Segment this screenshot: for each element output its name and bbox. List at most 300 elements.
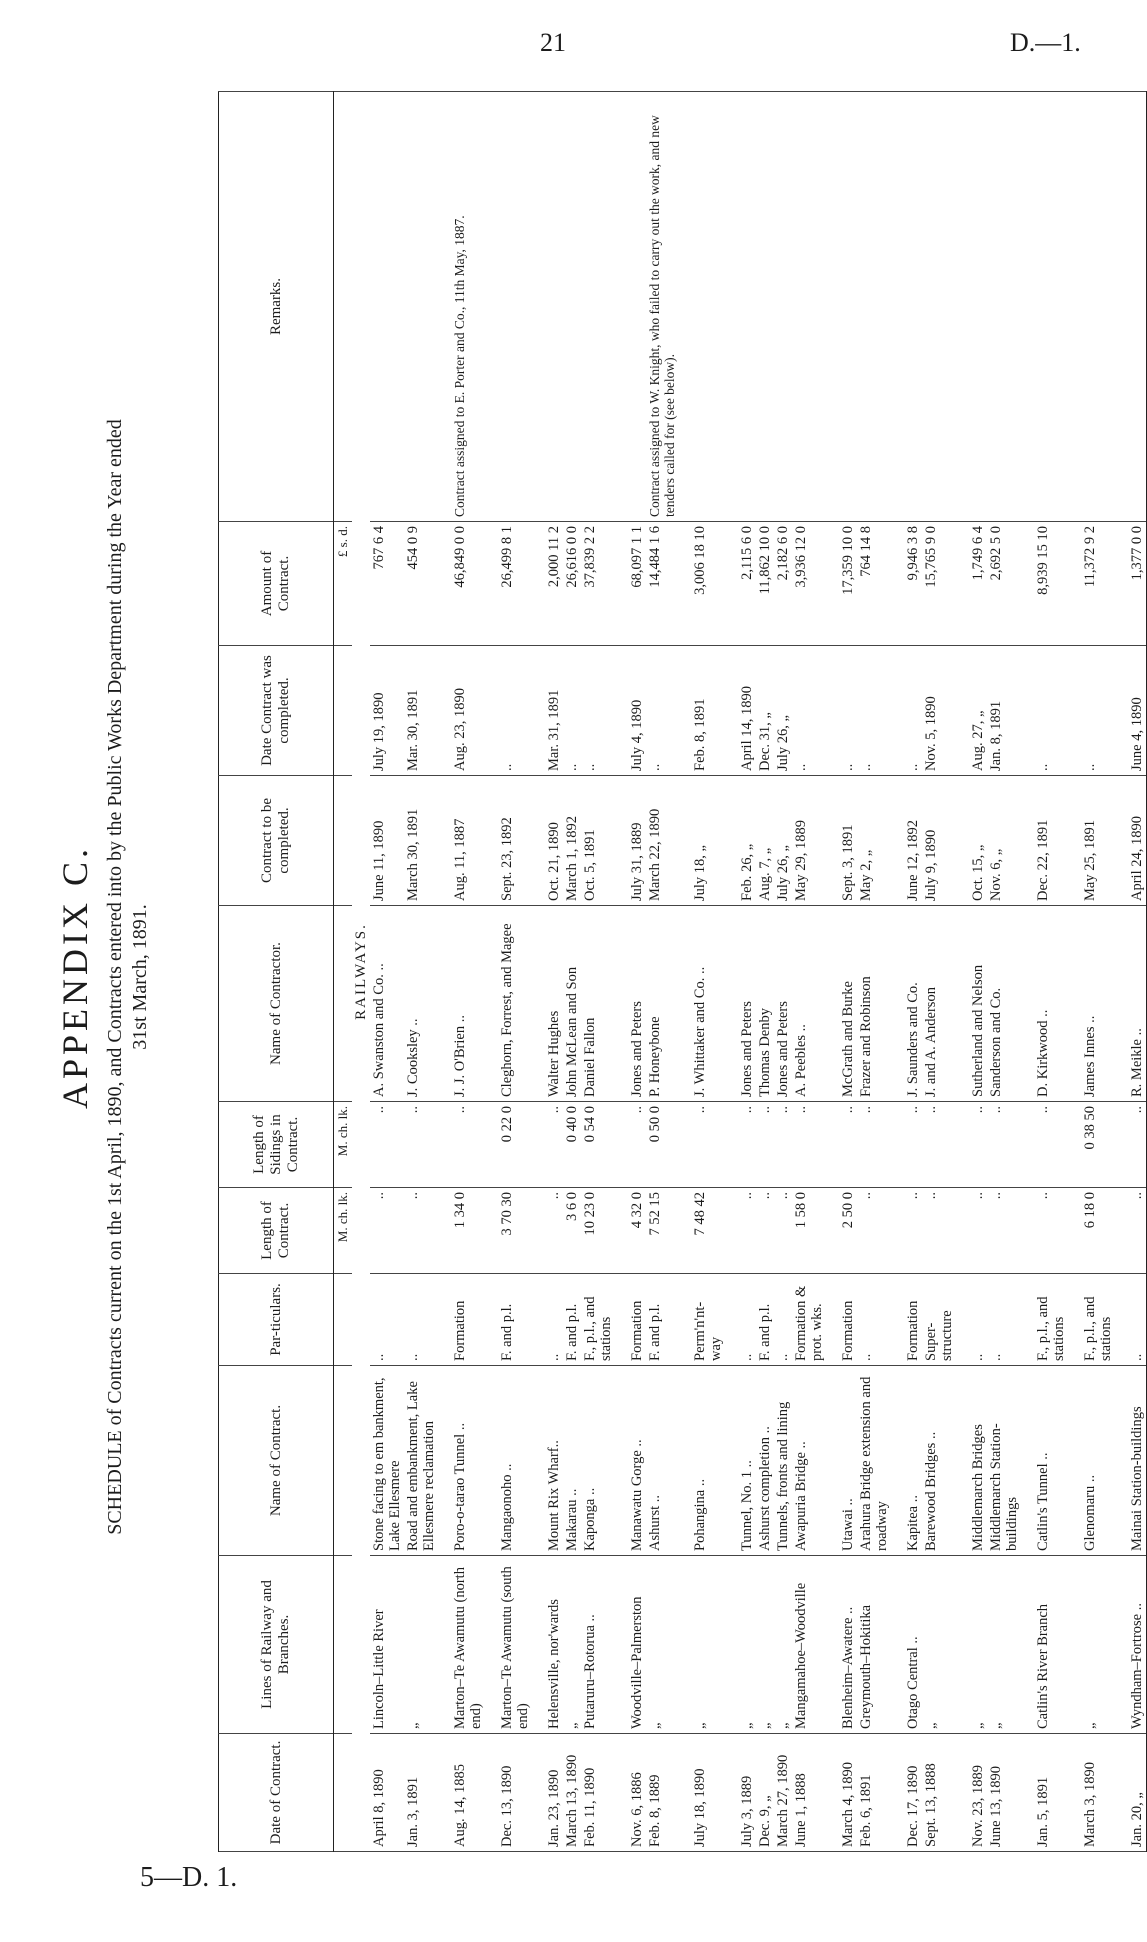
- cell-contractor: Sanderson and Co.: [987, 906, 1021, 1102]
- cell-completed: July 26, „: [774, 646, 792, 776]
- table-row: [1021, 92, 1068, 1852]
- table-row: [1115, 92, 1147, 1852]
- cell-contract-name: Stone facing to em bankment, Lake Ellesmere: [370, 1366, 404, 1556]
- cell-to-be-completed: Sept. 3, 1891: [826, 776, 857, 906]
- cell-remarks: [404, 92, 438, 522]
- cell-amount: 37,839 2 2: [581, 522, 615, 646]
- cell-length: 10 23 0: [581, 1188, 615, 1274]
- cell-contract-name: Catlin's Tunnel ..: [1021, 1366, 1068, 1556]
- page-number: 21: [540, 28, 566, 57]
- cell-line: „: [922, 1556, 956, 1734]
- cell-contract-name: Kaponga ..: [581, 1366, 615, 1556]
- cell-completed: ..: [857, 646, 891, 776]
- cell-completed: Aug. 27, „: [956, 646, 987, 776]
- cell-to-be-completed: Dec. 22, 1891: [1021, 776, 1068, 906]
- table-row: [646, 92, 678, 1852]
- cell-remarks: [532, 92, 563, 522]
- cell-amount: 15,765 9 0: [922, 522, 956, 646]
- cell-contract-name: Mount Rix Wharf..: [532, 1366, 563, 1556]
- cell-contract-name: Tunnel, No. 1 ..: [725, 1366, 756, 1556]
- cell-remarks: [615, 92, 646, 522]
- contracts-table: [218, 91, 1147, 1852]
- cell-line: Marton–Te Awamutu (south end): [485, 1556, 532, 1734]
- cell-contractor: A. Peebles ..: [792, 906, 826, 1102]
- cell-completed: ..: [485, 646, 532, 776]
- cell-contract-name: Pohangina ..: [678, 1366, 725, 1556]
- cell-date: Dec. 13, 1890: [485, 1734, 532, 1852]
- cell-length: 1 34 0: [438, 1188, 485, 1274]
- cell-line: „: [646, 1556, 678, 1734]
- cell-contract-name: Utawai ..: [826, 1366, 857, 1556]
- cell-to-be-completed: April 24, 1890: [1115, 776, 1147, 906]
- cell-particulars: F. and p.l.: [756, 1274, 774, 1366]
- cell-contract-name: Middlemarch Bridges: [956, 1366, 987, 1556]
- cell-remarks: [581, 92, 615, 522]
- cell-length: ..: [1021, 1188, 1068, 1274]
- cell-amount: 2,000 11 2: [532, 522, 563, 646]
- section-label: RAILWAYS.: [352, 92, 370, 1852]
- cell-contractor: McGrath and Burke: [826, 906, 857, 1102]
- cell-sidings: 0 40 0: [563, 1102, 581, 1188]
- cell-contractor: Sutherland and Nelson: [956, 906, 987, 1102]
- cell-sidings: ..: [404, 1102, 438, 1188]
- cell-line: Mangamahoe–Woodville: [792, 1556, 826, 1734]
- cell-to-be-completed: Oct. 15, „: [956, 776, 987, 906]
- cell-particulars: Formation: [615, 1274, 646, 1366]
- header-length: Length of Contract.: [219, 1188, 334, 1274]
- cell-to-be-completed: July 18, „: [678, 776, 725, 906]
- cell-length: ..: [725, 1188, 756, 1274]
- table-row: [438, 92, 485, 1852]
- cell-date: Feb. 8, 1889: [646, 1734, 678, 1852]
- cell-particulars: Formation: [438, 1274, 485, 1366]
- header-sidings: Length of Sidings in Contract.: [219, 1102, 334, 1188]
- cell-completed: Nov. 5, 1890: [922, 646, 956, 776]
- cell-particulars: ..: [857, 1274, 891, 1366]
- cell-to-be-completed: March 30, 1891: [404, 776, 438, 906]
- cell-date: Feb. 6, 1891: [857, 1734, 891, 1852]
- cell-sidings: ..: [438, 1102, 485, 1188]
- cell-contractor: J. Cooksley ..: [404, 906, 438, 1102]
- cell-completed: June 4, 1890: [1115, 646, 1147, 776]
- cell-particulars: Super-structure: [922, 1274, 956, 1366]
- cell-remarks: [922, 92, 956, 522]
- header-contractor: Name of Contractor.: [219, 906, 334, 1102]
- cell-line: „: [563, 1556, 581, 1734]
- cell-line: Putaruru–Rotorua ..: [581, 1556, 615, 1734]
- cell-sidings: 0 54 0: [581, 1102, 615, 1188]
- cell-date: June 1, 1888: [792, 1734, 826, 1852]
- cell-to-be-completed: June 11, 1890: [370, 776, 404, 906]
- cell-particulars: ..: [956, 1274, 987, 1366]
- cell-amount: 9,946 3 8: [891, 522, 922, 646]
- cell-to-be-completed: May 25, 1891: [1068, 776, 1115, 906]
- cell-amount: 2,692 5 0: [987, 522, 1021, 646]
- units-sidings: M. ch. lk.: [334, 1102, 353, 1188]
- header-amount: Amount of Contract.: [219, 522, 334, 646]
- cell-contract-name: Glenomaru ..: [1068, 1366, 1115, 1556]
- cell-contractor: A. Swanston and Co. ..: [370, 906, 404, 1102]
- cell-contract-name: Awapuria Bridge ..: [792, 1366, 826, 1556]
- table-row: [756, 92, 774, 1852]
- header-date: Date of Contract.: [219, 1734, 334, 1852]
- cell-date: Jan. 5, 1891: [1021, 1734, 1068, 1852]
- cell-sidings: ..: [1115, 1102, 1147, 1188]
- table-body: [334, 92, 1147, 1852]
- cell-line: Marton–Te Awamutu (north end): [438, 1556, 485, 1734]
- cell-particulars: Perm'n'nt-way: [678, 1274, 725, 1366]
- cell-contractor: J. Whittaker and Co. ..: [678, 906, 725, 1102]
- cell-contractor: Walter Hughes: [532, 906, 563, 1102]
- table-row: [792, 92, 826, 1852]
- cell-to-be-completed: March 22, 1890: [646, 776, 678, 906]
- cell-completed: ..: [891, 646, 922, 776]
- cell-date: Jan. 20, „: [1115, 1734, 1147, 1852]
- section-row: [352, 92, 370, 1852]
- cell-length: ..: [987, 1188, 1021, 1274]
- cell-line: Otago Central ..: [891, 1556, 922, 1734]
- cell-date: Dec. 17, 1890: [891, 1734, 922, 1852]
- cell-particulars: F., p.l., and stations: [1068, 1274, 1115, 1366]
- cell-date: March 13, 1890: [563, 1734, 581, 1852]
- page-code: D.—1.: [1010, 28, 1081, 57]
- cell-particulars: Formation: [826, 1274, 857, 1366]
- cell-to-be-completed: Feb. 26, „: [725, 776, 756, 906]
- cell-to-be-completed: Aug. 7, „: [756, 776, 774, 906]
- cell-amount: 8,939 15 10: [1021, 522, 1068, 646]
- table-row: [891, 92, 922, 1852]
- cell-completed: ..: [1021, 646, 1068, 776]
- cell-sidings: ..: [678, 1102, 725, 1188]
- cell-amount: 11,372 9 2: [1068, 522, 1115, 646]
- cell-amount: 68,097 1 1: [615, 522, 646, 646]
- cell-amount: 1,377 0 0: [1115, 522, 1147, 646]
- cell-amount: 2,182 6 0: [774, 522, 792, 646]
- cell-completed: ..: [826, 646, 857, 776]
- table-row: [581, 92, 615, 1852]
- cell-contractor: D. Kirkwood ..: [1021, 906, 1068, 1102]
- cell-contract-name: Barewood Bridges ..: [922, 1366, 956, 1556]
- cell-remarks: [1021, 92, 1068, 522]
- cell-line: „: [956, 1556, 987, 1734]
- cell-line: Blenheim–Awatere ..: [826, 1556, 857, 1734]
- cell-line: „: [774, 1556, 792, 1734]
- cell-amount: 46,849 0 0: [438, 522, 485, 646]
- cell-amount: 2,115 6 0: [725, 522, 756, 646]
- cell-length: ..: [774, 1188, 792, 1274]
- cell-to-be-completed: Aug. 11, 1887: [438, 776, 485, 906]
- cell-remarks: [725, 92, 756, 522]
- cell-amount: 11,862 10 0: [756, 522, 774, 646]
- cell-date: Jan. 23, 1890: [532, 1734, 563, 1852]
- cell-contractor: J. Saunders and Co.: [891, 906, 922, 1102]
- cell-line: „: [1068, 1556, 1115, 1734]
- cell-date: April 8, 1890: [370, 1734, 404, 1852]
- cell-length: 7 48 42: [678, 1188, 725, 1274]
- cell-sidings: ..: [756, 1102, 774, 1188]
- footer-code: 5—D. 1.: [140, 1862, 238, 1893]
- cell-amount: 764 14 8: [857, 522, 891, 646]
- units-row: [334, 92, 353, 1852]
- table-row: [987, 92, 1021, 1852]
- cell-amount: 17,359 10 0: [826, 522, 857, 646]
- cell-date: Feb. 11, 1890: [581, 1734, 615, 1852]
- table-row: [956, 92, 987, 1852]
- cell-completed: Feb. 8, 1891: [678, 646, 725, 776]
- cell-particulars: F., p.l., and stations: [581, 1274, 615, 1366]
- cell-to-be-completed: Nov. 6, „: [987, 776, 1021, 906]
- cell-sidings: ..: [725, 1102, 756, 1188]
- cell-sidings: ..: [615, 1102, 646, 1188]
- cell-contract-name: Arahura Bridge extension and roadway: [857, 1366, 891, 1556]
- cell-line: Greymouth–Hokitika: [857, 1556, 891, 1734]
- cell-to-be-completed: Oct. 21, 1890: [532, 776, 563, 906]
- header-remarks: Remarks.: [219, 92, 334, 522]
- cell-remarks: [485, 92, 532, 522]
- cell-completed: Aug. 23, 1890: [438, 646, 485, 776]
- cell-line: „: [404, 1556, 438, 1734]
- cell-sidings: ..: [956, 1102, 987, 1188]
- table-row: [725, 92, 756, 1852]
- cell-remarks: [678, 92, 725, 522]
- cell-date: Sept. 13, 1888: [922, 1734, 956, 1852]
- table-row: [404, 92, 438, 1852]
- cell-remarks: [756, 92, 774, 522]
- cell-contract-name: Manawatu Gorge ..: [615, 1366, 646, 1556]
- cell-line: Catlin's River Branch: [1021, 1556, 1068, 1734]
- cell-sidings: 0 50 0: [646, 1102, 678, 1188]
- table-row: [826, 92, 857, 1852]
- cell-completed: April 14, 1890: [725, 646, 756, 776]
- cell-particulars: ..: [725, 1274, 756, 1366]
- cell-amount: 3,006 18 10: [678, 522, 725, 646]
- cell-date: July 3, 1889: [725, 1734, 756, 1852]
- cell-contractor: John McLean and Son: [563, 906, 581, 1102]
- cell-contract-name: Road and embankment, Lake Ellesmere reclamation: [404, 1366, 438, 1556]
- cell-to-be-completed: June 12, 1892: [891, 776, 922, 906]
- cell-amount: 767 6 4: [370, 522, 404, 646]
- cell-date: Nov. 6, 1886: [615, 1734, 646, 1852]
- cell-length: 6 18 0: [1068, 1188, 1115, 1274]
- table-row: [1068, 92, 1115, 1852]
- cell-to-be-completed: July 9, 1890: [922, 776, 956, 906]
- cell-amount: 1,749 6 4: [956, 522, 987, 646]
- cell-remarks: [826, 92, 857, 522]
- cell-sidings: ..: [891, 1102, 922, 1188]
- table-row: [678, 92, 725, 1852]
- header-name: Name of Contract.: [219, 1366, 334, 1556]
- cell-date: Nov. 23, 1889: [956, 1734, 987, 1852]
- header-completed: Date Contract was completed.: [219, 646, 334, 776]
- schedule-title-2: 31st March, 1891.: [129, 904, 151, 1050]
- cell-contract-name: Tunnels, fronts and lining: [774, 1366, 792, 1556]
- cell-contractor: Frazer and Robinson: [857, 906, 891, 1102]
- cell-to-be-completed: May 29, 1889: [792, 776, 826, 906]
- cell-completed: Jan. 8, 1891: [987, 646, 1021, 776]
- cell-contract-name: Ashurst ..: [646, 1366, 678, 1556]
- cell-sidings: ..: [857, 1102, 891, 1188]
- cell-to-be-completed: July 31, 1889: [615, 776, 646, 906]
- cell-amount: 26,499 8 1: [485, 522, 532, 646]
- cell-sidings: ..: [370, 1102, 404, 1188]
- cell-contractor: Jones and Peters: [725, 906, 756, 1102]
- cell-length: 3 6 0: [563, 1188, 581, 1274]
- cell-contract-name: Kapitea ..: [891, 1366, 922, 1556]
- cell-contract-name: Ashurst completion ..: [756, 1366, 774, 1556]
- cell-line: Woodville–Palmerston: [615, 1556, 646, 1734]
- cell-to-be-completed: Oct. 5, 1891: [581, 776, 615, 906]
- table-row: [532, 92, 563, 1852]
- cell-sidings: ..: [826, 1102, 857, 1188]
- units-amount: £ s. d.: [334, 522, 353, 646]
- cell-contract-name: Makarau ..: [563, 1366, 581, 1556]
- cell-particulars: Formation: [891, 1274, 922, 1366]
- cell-remarks: [792, 92, 826, 522]
- cell-completed: ..: [646, 646, 678, 776]
- table-row: [922, 92, 956, 1852]
- cell-completed: July 4, 1890: [615, 646, 646, 776]
- cell-completed: ..: [563, 646, 581, 776]
- cell-date: July 18, 1890: [678, 1734, 725, 1852]
- cell-particulars: F. and p.l.: [646, 1274, 678, 1366]
- cell-contractor: Daniel Fallon: [581, 906, 615, 1102]
- cell-remarks: [1068, 92, 1115, 522]
- cell-to-be-completed: May 2, „: [857, 776, 891, 906]
- table-row: [485, 92, 532, 1852]
- cell-particulars: ..: [370, 1274, 404, 1366]
- cell-date: March 4, 1890: [826, 1734, 857, 1852]
- cell-contractor: James Innes ..: [1068, 906, 1115, 1102]
- cell-length: 2 50 0: [826, 1188, 857, 1274]
- cell-sidings: ..: [792, 1102, 826, 1188]
- cell-completed: Mar. 30, 1891: [404, 646, 438, 776]
- cell-remarks: [956, 92, 987, 522]
- cell-contract-name: Mainai Station-buildings: [1115, 1366, 1147, 1556]
- cell-sidings: 0 22 0: [485, 1102, 532, 1188]
- cell-particulars: Formation & prot. wks.: [792, 1274, 826, 1366]
- cell-completed: Dec. 31, „: [756, 646, 774, 776]
- cell-particulars: ..: [1115, 1274, 1147, 1366]
- cell-sidings: ..: [1021, 1102, 1068, 1188]
- cell-length: ..: [532, 1188, 563, 1274]
- cell-to-be-completed: July 26, „: [774, 776, 792, 906]
- cell-remarks: [1115, 92, 1147, 522]
- cell-contractor: J. and A. Anderson: [922, 906, 956, 1102]
- table-row: [774, 92, 792, 1852]
- cell-date: Aug. 14, 1885: [438, 1734, 485, 1852]
- cell-remarks: Contract assigned to E. Porter and Co., 11th May, 1887.: [438, 92, 485, 522]
- cell-line: „: [678, 1556, 725, 1734]
- cell-contractor: Jones and Peters: [774, 906, 792, 1102]
- cell-contract-name: Middlemarch Station-buildings: [987, 1366, 1021, 1556]
- cell-completed: July 19, 1890: [370, 646, 404, 776]
- cell-completed: ..: [1068, 646, 1115, 776]
- cell-remarks: Contract assigned to W. Knight, who failed to carry out the work, and new tenders called for (see below).: [646, 92, 678, 522]
- cell-amount: 454 0 9: [404, 522, 438, 646]
- cell-particulars: ..: [774, 1274, 792, 1366]
- cell-length: ..: [857, 1188, 891, 1274]
- cell-particulars: F. and p.l.: [485, 1274, 532, 1366]
- cell-sidings: ..: [774, 1102, 792, 1188]
- cell-to-be-completed: March 1, 1892: [563, 776, 581, 906]
- header-particulars: Par-ticulars.: [219, 1274, 334, 1366]
- table-header-row: [219, 92, 334, 1852]
- table-row: [857, 92, 891, 1852]
- cell-particulars: F. and p.l.: [563, 1274, 581, 1366]
- header-line: Lines of Railway and Branches.: [219, 1556, 334, 1734]
- cell-contractor: Jones and Peters: [615, 906, 646, 1102]
- cell-contract-name: Mangaonoho ..: [485, 1366, 532, 1556]
- title-block: [50, 62, 210, 1892]
- cell-sidings: ..: [532, 1102, 563, 1188]
- cell-sidings: ..: [987, 1102, 1021, 1188]
- cell-remarks: [987, 92, 1021, 522]
- appendix-title: APPENDIX C.: [55, 844, 95, 1110]
- cell-length: ..: [891, 1188, 922, 1274]
- cell-particulars: ..: [987, 1274, 1021, 1366]
- cell-contractor: R. Meikle ..: [1115, 906, 1147, 1102]
- cell-length: ..: [404, 1188, 438, 1274]
- cell-length: ..: [922, 1188, 956, 1274]
- cell-date: June 13, 1890: [987, 1734, 1021, 1852]
- table-row: [615, 92, 646, 1852]
- cell-contractor: J. J. O'Brien ..: [438, 906, 485, 1102]
- cell-length: ..: [370, 1188, 404, 1274]
- cell-amount: 14,484 1 6: [646, 522, 678, 646]
- cell-remarks: [857, 92, 891, 522]
- cell-completed: ..: [792, 646, 826, 776]
- cell-date: Dec. 9, „: [756, 1734, 774, 1852]
- cell-particulars: ..: [532, 1274, 563, 1366]
- cell-amount: 26,616 0 0: [563, 522, 581, 646]
- cell-line: „: [756, 1556, 774, 1734]
- cell-length: ..: [756, 1188, 774, 1274]
- cell-particulars: ..: [404, 1274, 438, 1366]
- cell-line: Helensville, nor'wards: [532, 1556, 563, 1734]
- cell-line: Wyndham–Fortrose ..: [1115, 1556, 1147, 1734]
- cell-contractor: P. Honeybone: [646, 906, 678, 1102]
- cell-sidings: 0 38 50: [1068, 1102, 1115, 1188]
- header-to-be-completed: Contract to be completed.: [219, 776, 334, 906]
- cell-length: 7 52 15: [646, 1188, 678, 1274]
- cell-remarks: [891, 92, 922, 522]
- cell-remarks: [370, 92, 404, 522]
- cell-particulars: F., p.l., and stations: [1021, 1274, 1068, 1366]
- units-length: M. ch. lk.: [334, 1188, 353, 1274]
- cell-length: 3 70 30: [485, 1188, 532, 1274]
- table-row: [563, 92, 581, 1852]
- cell-amount: 3,936 12 0: [792, 522, 826, 646]
- cell-contractor: Thomas Denby: [756, 906, 774, 1102]
- cell-contractor: Cleghorn, Forrest, and Magee: [485, 906, 532, 1102]
- cell-length: 4 32 0: [615, 1188, 646, 1274]
- cell-to-be-completed: Sept. 23, 1892: [485, 776, 532, 906]
- cell-contract-name: Poro-o-tarao Tunnel ..: [438, 1366, 485, 1556]
- cell-date: Jan. 3, 1891: [404, 1734, 438, 1852]
- cell-date: March 3, 1890: [1068, 1734, 1115, 1852]
- cell-remarks: [774, 92, 792, 522]
- cell-line: „: [725, 1556, 756, 1734]
- schedule-title: SCHEDULE of Contracts current on the 1st April, 1890, and Contracts entered into by the Public Works Department during the Year ended: [104, 419, 126, 1535]
- rotated-sheet: [50, 62, 1145, 1892]
- cell-length: ..: [1115, 1188, 1147, 1274]
- cell-length: ..: [956, 1188, 987, 1274]
- cell-completed: ..: [581, 646, 615, 776]
- cell-sidings: ..: [922, 1102, 956, 1188]
- cell-completed: Mar. 31, 1891: [532, 646, 563, 776]
- cell-line: „: [987, 1556, 1021, 1734]
- cell-date: March 27, 1890: [774, 1734, 792, 1852]
